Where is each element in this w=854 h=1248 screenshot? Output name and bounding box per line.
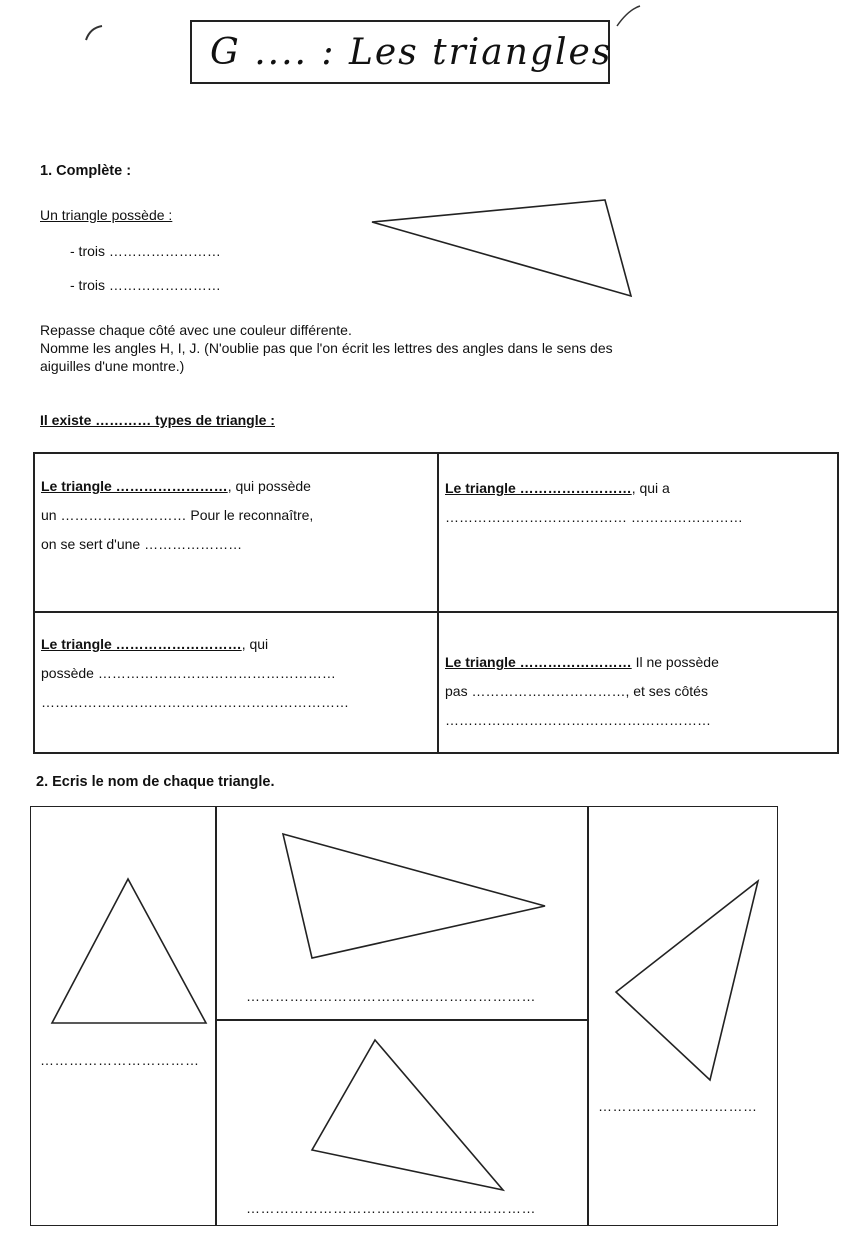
type-cell-3-rest: , qui (241, 636, 269, 652)
type-cell-2-label: Le triangle …………………… (445, 480, 632, 496)
section-1-heading: 1. Complète : (40, 163, 132, 179)
types-heading: Il existe ………… types de triangle : (40, 412, 275, 428)
type-cell-1-line-3: on se sert d'une ………………… (41, 536, 243, 552)
bullet-sides: - trois …………………… (70, 243, 221, 259)
triangle-intro: Un triangle possède : (40, 207, 173, 223)
triangle-right-bottom (312, 1040, 503, 1190)
instruction-color: Repasse chaque côté avec une couleur différente. (40, 322, 352, 338)
type-cell-4-line-2: pas ……………………………, et ses côtés (445, 683, 708, 699)
answer-line-4[interactable]: …………………………………………………… (246, 1200, 536, 1216)
type-cell-1-label: Le triangle …………………… (41, 478, 228, 494)
type-cell-1-rest: , qui possède (227, 478, 311, 494)
instruction-name-angles: Nomme les angles H, I, J. (N'oublie pas que l'on écrit les lettres des angles dans le sens des (40, 340, 613, 356)
type-cell-3-label: Le triangle ……………………… (41, 636, 242, 652)
type-cell-3-line-3: ………………………………………………………… (41, 694, 349, 710)
type-cell-4-label: Le triangle …………………… (445, 654, 632, 670)
type-cell-1-line-2: un ……………………… Pour le reconnaître, (41, 507, 314, 523)
triangle-isosceles-right (616, 881, 758, 1080)
triangle-scalene-top (283, 834, 545, 958)
triangle-equilateral (52, 879, 206, 1023)
answer-line-1[interactable]: …………………………… (40, 1052, 200, 1068)
type-cell-4-line-3: ………………………………………………… (445, 712, 711, 728)
type-cell-2-line-2: ………………………………… …………………… (445, 509, 743, 525)
bullet-angles: - trois …………………… (70, 277, 221, 293)
instruction-clockwise: aiguilles d'une montre.) (40, 358, 185, 374)
worksheet-title: G .... : Les triangles (210, 32, 613, 73)
type-cell-2-rest: , qui a (631, 480, 670, 496)
answer-line-2[interactable]: …………………………………………………… (246, 988, 536, 1004)
type-cell-3-line-2: possède …………………………………………… (41, 665, 336, 681)
type-cell-4-rest: Il ne possède (631, 654, 719, 670)
answer-line-3[interactable]: …………………………… (598, 1098, 758, 1114)
section-2-heading: 2. Ecris le nom de chaque triangle. (36, 774, 275, 790)
